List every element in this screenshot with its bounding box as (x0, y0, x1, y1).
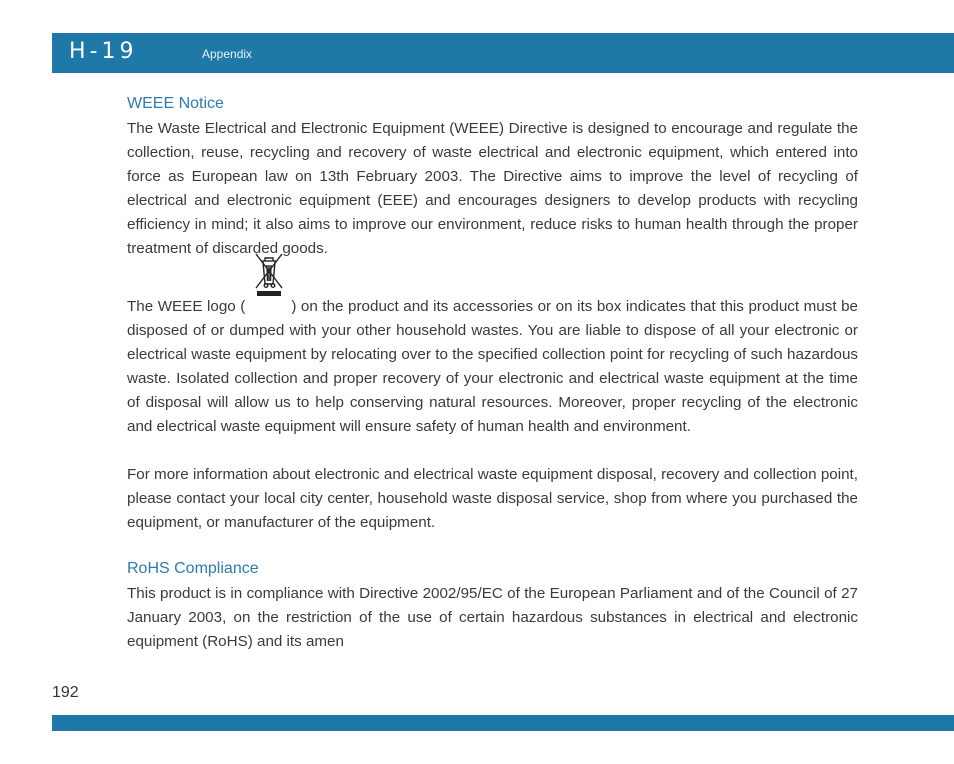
header-bar (52, 33, 954, 73)
spacer (127, 439, 858, 463)
model-name: H-19 (69, 39, 138, 64)
weee-paragraph-1: The Waste Electrical and Electronic Equipment (WEEE) Directive is designed to encourage and regulate the collection, reuse, recycling and recovery of waste electrical and electronic equipment, which entered into force as European law on 13th February 2003. The Directive aims to improve the level of recycling of electrical and electronic equipment (EEE) and encourages designers to develop products with recycling efficiency in mind; it also aims to improve our environment, reduce risks to human health through the proper treatment of discarded goods. (127, 120, 858, 257)
weee-paragraph-2-start: The WEEE logo ( (127, 298, 246, 315)
section-title: Appendix (202, 47, 253, 61)
page-content (127, 94, 858, 654)
footer-bar (52, 715, 954, 731)
weee-heading: WEEE Notice (127, 95, 224, 112)
rohs-paragraph: This product is in compliance with Directive 2002/95/EC of the European Parliament and of the Council of 27 January 2003, on the restriction of the use of certain hazardous substances in electrical and electronic equipment (RoHS) and its amen (127, 585, 858, 650)
weee-bin-icon (245, 275, 291, 319)
spacer (127, 535, 858, 559)
weee-paragraph-2 (127, 275, 858, 439)
page-number: 192 (52, 684, 79, 701)
rohs-heading: RoHS Compliance (127, 560, 259, 577)
weee-paragraph-3: For more information about electronic and electrical waste equipment disposal, recovery and collection point, please contact your local city center, household waste disposal service, shop from where you purchased the equipment, or manufacturer of the equipment. (127, 466, 858, 531)
weee-paragraph-2-rest: ) on the product and its accessories or on its box indicates that this product must be disposed of or dumped with your other household wastes. You are liable to dispose of all your electronic or electrical waste equipment by relocating over to the specified collection point for recycling of such hazardous waste. Isolated collection and proper recovery of your electronic and electrical waste equipment at the time of disposal will allow us to help conserving natural resources. Moreover, proper recycling of the electronic and electrical waste equipment will ensure safety of human health and environment. (127, 298, 859, 435)
